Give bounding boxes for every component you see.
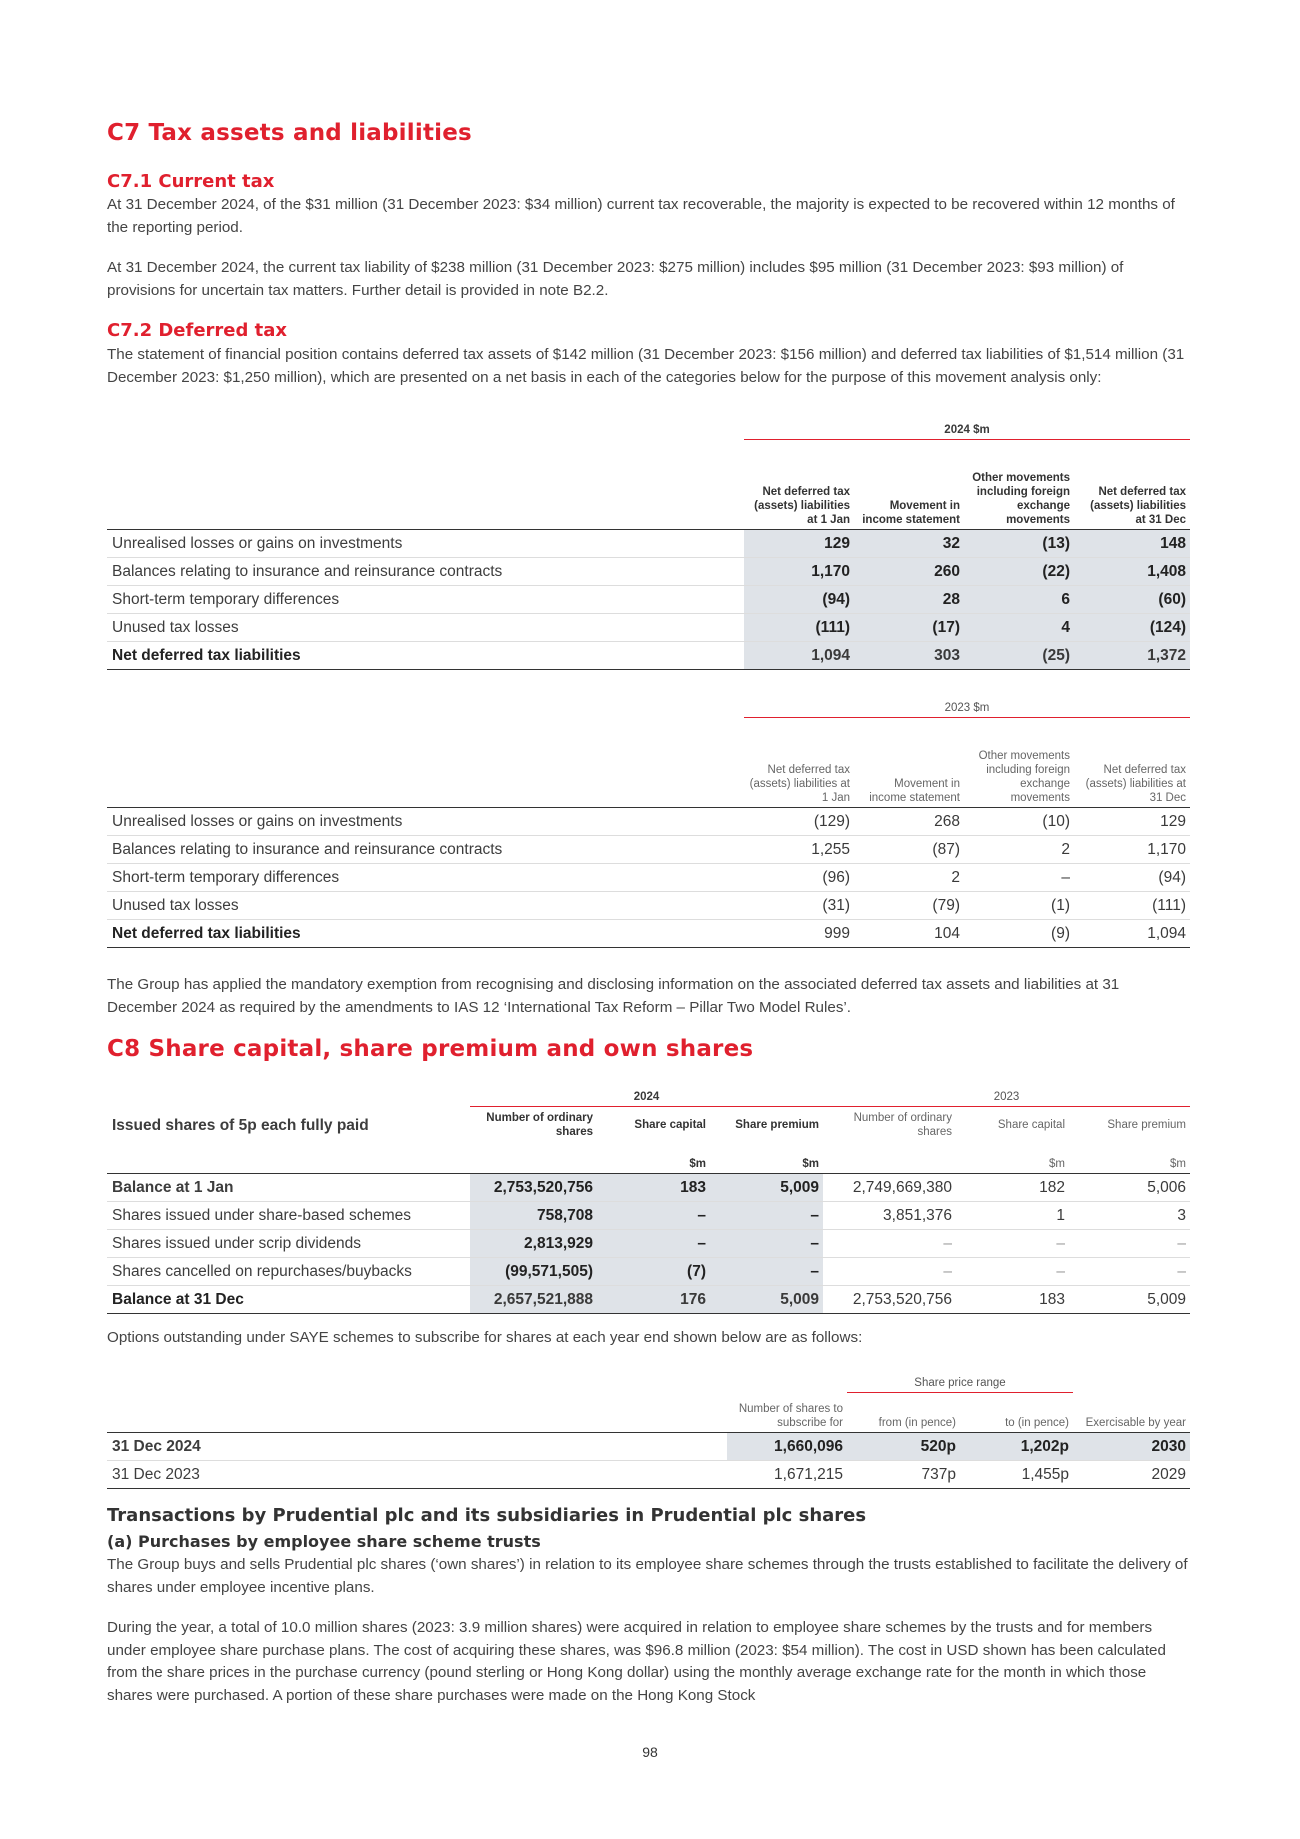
deferred-tax-paragraph: The statement of financial position contains deferred tax assets of $142 million (31 December 2023: $156 million) and deferred tax liabilities of $1,514 million (31 December 2023: $1,250 million), which are presented on a net basis in each of the categories below for the purpose of this movement analysis only: [107, 346, 1185, 386]
col-header-opening: Net deferred tax (assets) liabilities at 1 Jan [754, 486, 850, 526]
transactions-paragraph-1: The Group buys and sells Prudential plc shares (‘own shares’) in relation to its employee share schemes through the trusts established to facilitate the delivery of shares under employee incentive plans. [107, 1556, 1188, 1596]
col-header-closing: Net deferred tax (assets) liabilities at 31 Dec [1090, 486, 1186, 526]
table-total-row: Balance at 31 Dec 2,657,521,888 176 5,009 2,753,520,756 183 5,009 [107, 1286, 1190, 1314]
transactions-heading: Transactions by Prudential plc and its subsidiaries in Prudential plc shares [107, 1505, 867, 1526]
section-title-c8: C8 Share capital, share premium and own shares [107, 1036, 754, 1062]
options-intro: Options outstanding under SAYE schemes to subscribe for shares at each year end shown below are as follows: [107, 1329, 863, 1346]
table-row: Shares cancelled on repurchases/buybacks (99,571,505) (7) – – – – [107, 1258, 1190, 1286]
deferred-tax-table-2023: 2023 $m Net deferred tax (assets) liabilities at 1 Jan Movement in income statement Other movements including foreign exchange movements Net deferred tax (assets) liabilities at 31 Dec Unrealised losses or gains on investments (129) 268 (10) 129 Balances relating to insurance and reinsurance contracts 1,255 (87) 2 1,170 Short-term temporary differences (96) 2 – (94) Unused tax losses (31) (79) (1) (111) Net deferred tax liabilities 999 104 (9) 1,094 [107, 690, 1190, 948]
transactions-paragraph-2: During the year, a total of 10.0 million shares (2023: 3.9 million shares) were acquired in relation to employee share schemes by the trusts and for members under employee share purchase plans. The cost of acquiring these shares, was $96.8 million (2023: $54 million). The cost in USD shown has been calculated from the share prices in the purchase currency (pound sterling or Hong Kong dollar) using the monthly average exchange rate for the month in which those shares were purchased. A portion of these share purchases were made on the Hong Kong Stock [107, 1619, 1166, 1704]
page-number: 98 [642, 1744, 658, 1760]
heading-current-tax: C7.1 Current tax [107, 171, 275, 192]
table-row: Unused tax losses (31) (79) (1) (111) [107, 892, 1190, 920]
heading-deferred-tax: C7.2 Deferred tax [107, 320, 288, 341]
current-tax-paragraph-2: At 31 December 2024, the current tax liability of $238 million (31 December 2023: $275 million) includes $95 million (31 December 2023: $93 million) of provisions for uncertain tax matters. Further detail is provided in note B2.2. [107, 259, 1124, 299]
table-row: Short-term temporary differences (96) 2 – (94) [107, 864, 1190, 892]
transactions-subheading: (a) Purchases by employee share scheme trusts [107, 1532, 541, 1551]
table-row: Short-term temporary differences (94) 28 6 (60) [107, 586, 1190, 614]
saye-options-table: Share price range Number of shares to subscribe for from (in pence) to (in pence) Exercisable by year 31 Dec 2024 1,660,096 520p 1,202p 2030 31 Dec 2023 1,671,215 737p 1,455p 2029 [107, 1365, 1190, 1489]
table-total-row: Net deferred tax liabilities 999 104 (9) 1,094 [107, 920, 1190, 948]
deferred-tax-table-2024 [107, 412, 1190, 670]
table-row: Balances relating to insurance and reinsurance contracts 1,170 260 (22) 1,408 [107, 558, 1190, 586]
table-row: Unused tax losses (111) (17) 4 (124) [107, 614, 1190, 642]
table-row: Unrealised losses or gains on investments (129) 268 (10) 129 [107, 808, 1190, 836]
share-capital-table: 2024 2023 Issued shares of 5p each fully paid Number of ordinary shares Share capital Share premium Number of ordinary shares Share capital Share premium $m $m $m $m Balance at 1 Jan 2,753,520,756 183 5,009 2,749,669,380 182 5,006 Shares issued under share-based schemes 758,708 – – 3,851,376 1 3 Shares issued under scrip dividends 2,813,929 – – – – – Shares cancelled on repurchases/buybacks (99,571,505) (7) – – – – Balance at 31 Dec 2,657,521,888 176 5,009 2,753,520,756 183 5,009 [107, 1079, 1190, 1314]
table-row: Shares issued under share-based schemes 758,708 – – 3,851,376 1 3 [107, 1202, 1190, 1230]
section-title-c7: C7 Tax assets and liabilities [107, 120, 472, 146]
col-header-other-movements: Other movements including foreign exchange movements [972, 472, 1070, 526]
year-header-2023: 2023 [823, 1079, 1190, 1106]
share-price-range-header: Share price range [847, 1365, 1073, 1392]
issued-shares-header: Issued shares of 5p each fully paid [112, 1117, 369, 1134]
table-row: Shares issued under scrip dividends 2,813,929 – – – – – [107, 1230, 1190, 1258]
table-total-row: Net deferred tax liabilities 1,094 303 (25) 1,372 [107, 642, 1190, 670]
pillar-two-note: The Group has applied the mandatory exemption from recognising and disclosing information on the associated deferred tax assets and liabilities at 31 December 2024 as required by the amendments to IAS 12 ‘International Tax Reform – Pillar Two Model Rules’. [107, 976, 1120, 1016]
table-row: Balance at 1 Jan 2,753,520,756 183 5,009 2,749,669,380 182 5,006 [107, 1174, 1190, 1202]
table-row: Balances relating to insurance and reinsurance contracts 1,255 (87) 2 1,170 [107, 836, 1190, 864]
col-header-income-statement: Movement in income statement [862, 500, 960, 526]
table-row: 31 Dec 2023 1,671,215 737p 1,455p 2029 [107, 1461, 1190, 1489]
year-header-2023: 2023 $m [744, 690, 1190, 717]
table-row: Unrealised losses or gains on investments 129 32 (13) 148 [107, 530, 1190, 558]
table-row: 31 Dec 2024 1,660,096 520p 1,202p 2030 [107, 1433, 1190, 1461]
year-header-2024: 2024 $m [744, 412, 1190, 439]
current-tax-paragraph-1: At 31 December 2024, of the $31 million (31 December 2023: $34 million) current tax recoverable, the majority is expected to be recovered within 12 months of the reporting period. [107, 196, 1175, 236]
year-header-2024: 2024 [470, 1079, 823, 1106]
